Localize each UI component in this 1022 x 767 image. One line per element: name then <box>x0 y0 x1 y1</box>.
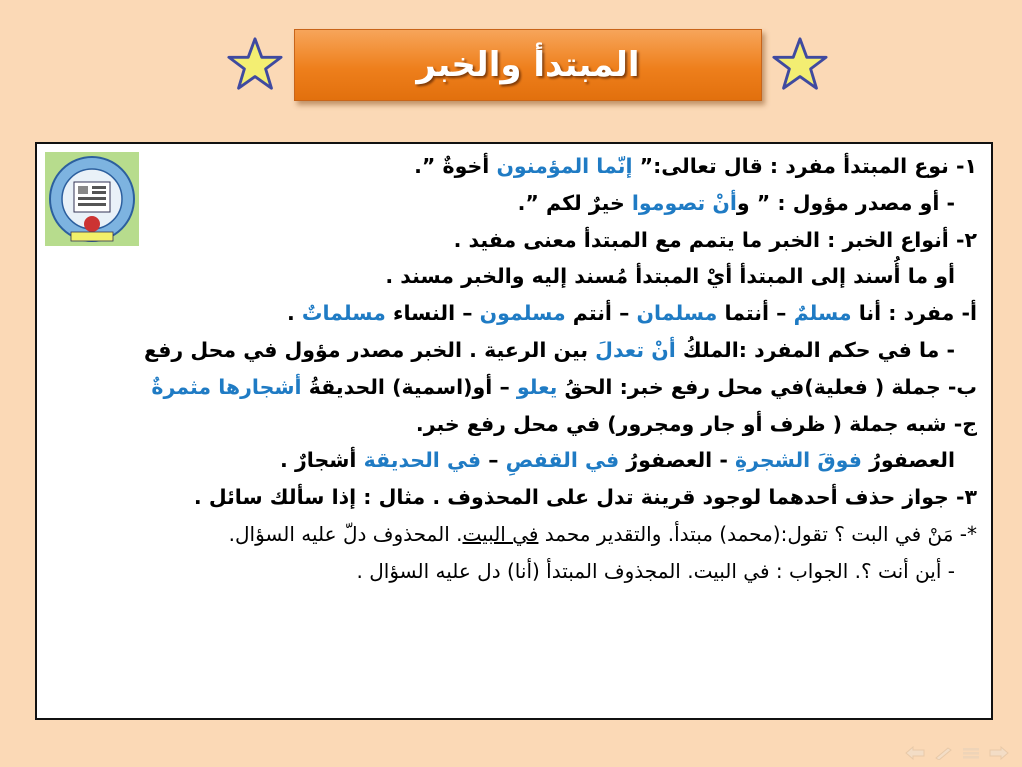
line-10 <box>51 479 977 516</box>
text-lines <box>51 148 977 590</box>
line-segment: – أنتما <box>717 301 794 326</box>
line-segment: مسلماتٌ <box>301 301 386 326</box>
line-6 <box>51 332 977 369</box>
line-segment: - ما في حكم المفرد :الملكُ <box>675 337 955 362</box>
line-segment: . المحذوف دلّ عليه السؤال. <box>228 521 463 546</box>
content-panel <box>35 142 993 720</box>
line-segment: ٢- أنواع الخبر : الخبر ما يتمم مع المبتدأ معنى مفيد . <box>453 227 977 252</box>
star-icon-left <box>226 36 284 94</box>
line-segment: . <box>286 301 302 326</box>
line-segment: في القفصِ <box>505 448 620 473</box>
line-segment: إنّما المؤمنون <box>496 154 633 178</box>
line-4 <box>51 258 977 295</box>
line-11 <box>51 516 977 553</box>
line-segment: ب- جملة ( فعلية)في محل رفع خبر: الحقُ <box>557 374 977 399</box>
line-segment: - أو مصدر مؤول : ” و <box>736 190 955 215</box>
line-segment: خيرٌ لكم ”. <box>517 190 632 215</box>
line-segment: – النساء <box>385 301 480 326</box>
line-segment: مسلمٌ <box>793 301 852 326</box>
line-7 <box>51 369 977 406</box>
line-2 <box>51 185 977 222</box>
line-segment: ١- نوع المبتدأ مفرد : قال تعالى:” <box>632 154 977 178</box>
line-segment: – أنتم <box>565 301 637 326</box>
line-segment: بين الرعية . الخبر مصدر مؤول في محل رفع <box>143 337 596 362</box>
line-segment: مسلمون <box>479 301 566 326</box>
line-segment: - أين أنت ؟. الجواب : في البيت. المجذوف المبتدأ (أنا) دل عليه السؤال . <box>356 558 955 583</box>
line-segment: أ- مفرد : أنا <box>851 301 977 326</box>
line-9 <box>51 442 977 479</box>
line-segment: العصفورُ <box>861 448 955 473</box>
line-segment: – <box>481 448 506 473</box>
slide-nav <box>904 745 1010 759</box>
line-1 <box>51 148 977 185</box>
line-12 <box>51 553 977 590</box>
line-segment: ٣- جواز حذف أحدهما لوجود قرينة تدل على المحذوف . مثال : إذا سألك سائل . <box>193 485 977 510</box>
line-segment: أشجارها مثمرةٌ <box>151 374 302 399</box>
line-segment: مسلمان <box>636 301 718 326</box>
star-icon-right <box>771 36 829 94</box>
line-segment: ج- شبه جملة ( ظرف أو جار ومجرور) في محل رفع خبر. <box>415 411 977 436</box>
line-segment: فوقَ الشجرةِ <box>734 448 862 473</box>
line-3 <box>51 222 977 259</box>
line-segment: أنْ تعدلَ <box>595 337 676 362</box>
pen-icon[interactable] <box>932 745 954 759</box>
line-5 <box>51 295 977 332</box>
line-segment: في الحديقة <box>363 448 482 473</box>
line-segment: أخوةٌ ”. <box>414 154 497 178</box>
line-segment: – أو(اسمية) الحديقةُ <box>301 374 517 399</box>
line-segment: أو ما أُسند إلى المبتدأ أيْ المبتدأ مُسند إليه والخبر مسند . <box>385 264 955 289</box>
forward-arrow-icon[interactable] <box>988 745 1010 759</box>
line-segment: - العصفورُ <box>619 448 735 473</box>
line-8 <box>51 406 977 443</box>
menu-icon[interactable] <box>960 745 982 759</box>
line-segment: *- مَنْ في البت ؟ تقول:(محمد) مبتدأ. والتقدير محمد <box>538 521 977 546</box>
line-segment: في البيت <box>462 521 539 546</box>
title-banner <box>294 29 762 101</box>
page-title: المبتدأ والخبر <box>416 45 640 85</box>
back-arrow-icon[interactable] <box>904 745 926 759</box>
line-segment: يعلو <box>516 374 558 399</box>
line-segment: أنْ تصوموا <box>631 190 737 215</box>
line-segment: أشجارٌ . <box>280 448 364 473</box>
